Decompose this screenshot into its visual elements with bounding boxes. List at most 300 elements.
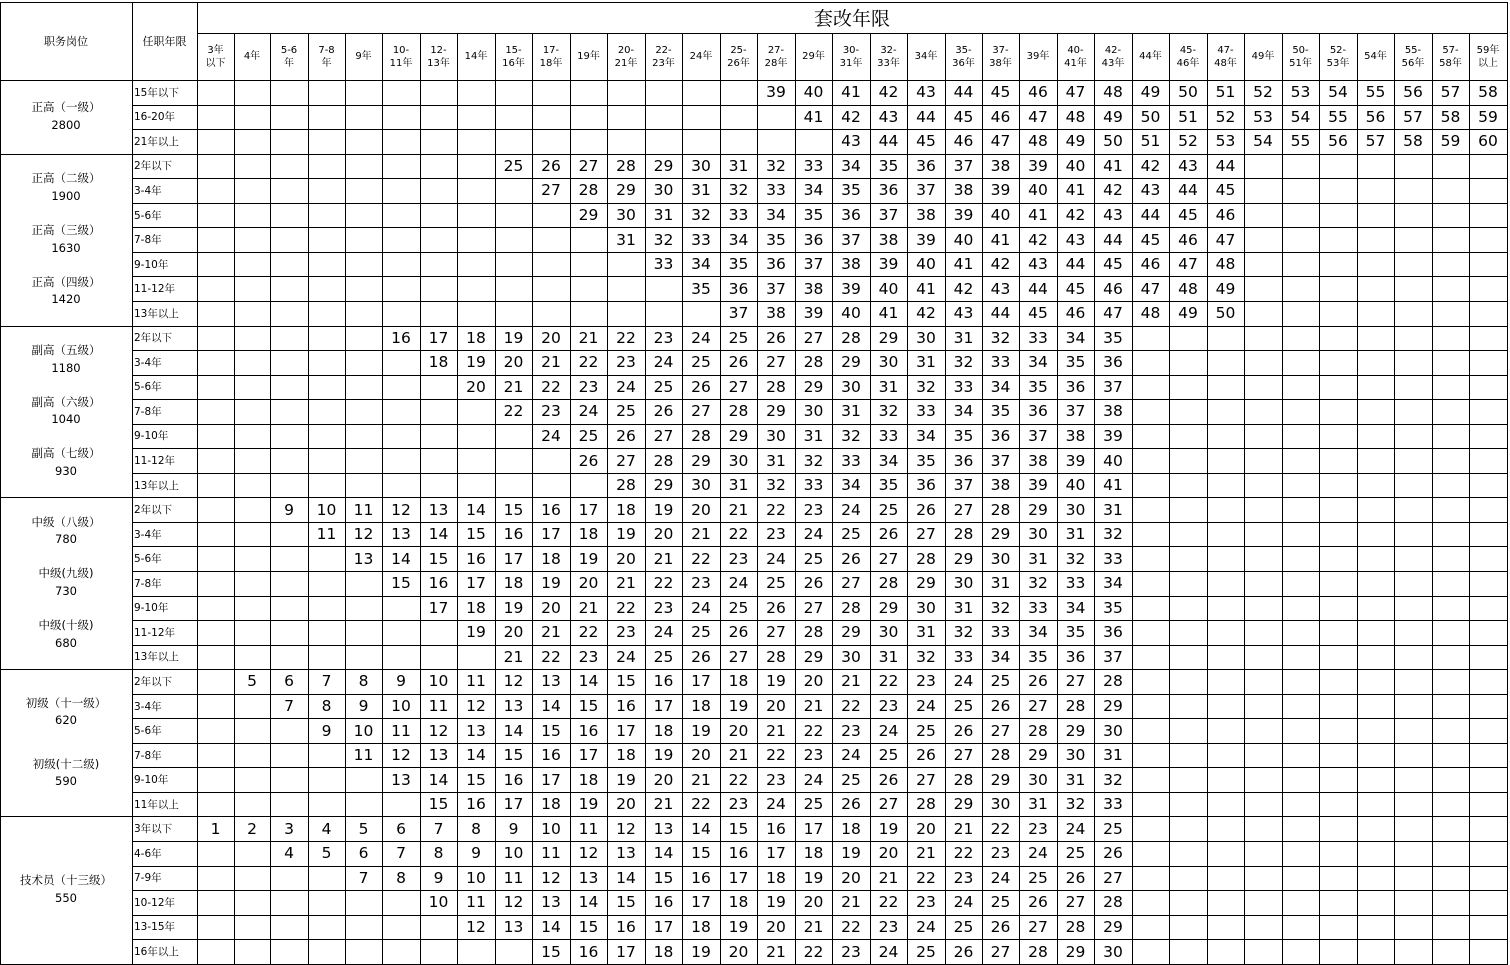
value-cell: 24 — [653, 623, 674, 642]
grid-line — [132, 866, 1507, 867]
value-cell: 59 — [1478, 107, 1498, 126]
value-cell: 35 — [728, 255, 749, 274]
value-cell: 26 — [766, 328, 786, 347]
grid-line — [1357, 33, 1358, 965]
position-name: 正高（一级） — [31, 100, 101, 114]
grid-line — [0, 2, 1, 965]
value-cell: 58 — [1403, 132, 1423, 151]
value-cell: 23 — [803, 746, 824, 765]
value-cell: 24 — [766, 549, 786, 568]
value-cell: 7 — [433, 819, 444, 838]
value-cell: 51 — [1140, 132, 1161, 151]
tenure-label: 5-6年 — [134, 209, 162, 222]
grid-line — [132, 178, 1507, 179]
value-cell: 44 — [1103, 230, 1123, 249]
value-cell: 26 — [766, 598, 786, 617]
value-cell: 11 — [466, 672, 486, 691]
value-cell: 15 — [428, 795, 449, 814]
tenure-label: 11年以上 — [134, 798, 179, 811]
value-cell: 27 — [916, 525, 936, 544]
value-cell: 35 — [953, 426, 974, 445]
value-cell: 20 — [503, 353, 524, 372]
value-cell: 22 — [841, 697, 861, 716]
grid-line — [1132, 33, 1133, 965]
value-cell: 21 — [953, 819, 974, 838]
value-cell: 31 — [616, 230, 636, 249]
value-cell: 19 — [728, 697, 749, 716]
value-cell: 30 — [841, 377, 861, 396]
value-cell: 47 — [1103, 304, 1123, 323]
value-cell: 32 — [916, 377, 936, 396]
value-cell: 56 — [1403, 83, 1423, 102]
grid-line — [0, 816, 1507, 817]
value-cell: 10 — [316, 500, 337, 519]
value-cell: 9 — [284, 500, 294, 519]
value-cell: 35 — [878, 156, 899, 175]
position-name: 副高（五级） — [31, 342, 101, 357]
value-cell: 25 — [728, 328, 749, 347]
value-cell: 29 — [916, 574, 936, 593]
value-cell: 28 — [766, 647, 786, 666]
value-cell: 36 — [1103, 623, 1123, 642]
value-cell: 23 — [916, 893, 936, 912]
value-cell: 44 — [1140, 206, 1161, 225]
value-cell: 25 — [841, 525, 861, 544]
value-cell: 21 — [766, 942, 786, 961]
value-cell: 39 — [1065, 451, 1086, 470]
tenure-label: 3-4年 — [134, 184, 162, 197]
value-cell: 21 — [803, 917, 824, 936]
tenure-label: 9-10年 — [134, 430, 169, 443]
grid-line — [382, 33, 383, 965]
value-cell: 30 — [878, 353, 899, 372]
value-cell: 29 — [878, 598, 899, 617]
value-cell: 22 — [953, 844, 974, 863]
value-cell: 30 — [1065, 746, 1086, 765]
value-cell: 17 — [691, 672, 711, 691]
grid-line — [132, 2, 133, 965]
value-cell: 32 — [990, 328, 1011, 347]
value-cell: 21 — [578, 598, 599, 617]
value-cell: 13 — [653, 819, 674, 838]
value-cell: 25 — [916, 721, 936, 740]
value-cell: 33 — [953, 377, 974, 396]
value-cell: 21 — [728, 500, 749, 519]
value-cell: 43 — [1103, 206, 1123, 225]
grid-line — [982, 33, 983, 965]
tenure-label: 9-10年 — [134, 774, 169, 787]
value-cell: 4 — [321, 819, 332, 838]
value-cell: 22 — [766, 746, 786, 765]
grid-line — [832, 33, 833, 965]
value-cell: 27 — [766, 623, 786, 642]
grid-line — [795, 33, 796, 965]
value-cell: 40 — [1065, 156, 1086, 175]
value-cell: 41 — [878, 304, 899, 323]
value-cell: 21 — [541, 353, 561, 372]
base-salary: 590 — [55, 774, 77, 789]
value-cell: 41 — [1103, 476, 1123, 495]
grid-line — [132, 129, 1507, 130]
value-cell: 41 — [1065, 181, 1086, 200]
value-cell: 30 — [916, 328, 936, 347]
value-cell: 21 — [541, 623, 561, 642]
value-cell: 29 — [616, 181, 636, 200]
value-cell: 40 — [990, 206, 1011, 225]
value-cell: 40 — [916, 255, 936, 274]
value-cell: 28 — [1103, 893, 1123, 912]
value-cell: 8 — [471, 819, 481, 838]
value-cell: 24 — [1065, 819, 1086, 838]
value-cell: 31 — [1065, 525, 1086, 544]
value-cell: 22 — [728, 525, 749, 544]
value-cell: 28 — [803, 623, 824, 642]
value-cell: 9 — [358, 697, 369, 716]
value-cell: 18 — [541, 549, 561, 568]
column-header: 47- 48年 — [1214, 44, 1237, 69]
value-cell: 24 — [878, 721, 899, 740]
value-cell: 15 — [466, 525, 486, 544]
column-header: 20- 21年 — [614, 44, 638, 69]
value-cell: 16 — [578, 942, 599, 961]
value-cell: 46 — [1028, 83, 1048, 102]
value-cell: 29 — [1103, 697, 1123, 716]
value-cell: 19 — [766, 893, 786, 912]
value-cell: 26 — [653, 402, 674, 421]
column-header: 7-8 年 — [318, 44, 335, 69]
value-cell: 34 — [728, 230, 749, 249]
value-cell: 28 — [1103, 672, 1123, 691]
value-cell: 32 — [728, 181, 749, 200]
value-cell: 22 — [803, 942, 824, 961]
value-cell: 25 — [1065, 844, 1086, 863]
grid-line — [132, 276, 1507, 277]
grid-line — [0, 669, 1507, 670]
value-cell: 41 — [953, 255, 974, 274]
position-level-block — [0, 497, 132, 669]
grid-line — [132, 448, 1507, 449]
value-cell: 48 — [1215, 255, 1236, 274]
grid-line — [132, 841, 1507, 842]
value-cell: 16 — [578, 721, 599, 740]
value-cell: 23 — [578, 377, 599, 396]
value-cell: 26 — [916, 746, 936, 765]
value-cell: 45 — [1178, 206, 1198, 225]
value-cell: 15 — [466, 770, 486, 789]
position-level-block — [0, 326, 132, 498]
value-cell: 37 — [953, 156, 974, 175]
value-cell: 44 — [953, 83, 974, 102]
value-cell: 33 — [728, 206, 749, 225]
value-cell: 31 — [728, 476, 749, 495]
value-cell: 27 — [878, 549, 899, 568]
value-cell: 18 — [466, 328, 486, 347]
value-cell: 54 — [1253, 132, 1273, 151]
value-cell: 27 — [728, 647, 749, 666]
value-cell: 6 — [284, 672, 294, 691]
value-cell: 43 — [916, 83, 936, 102]
value-cell: 48 — [1140, 304, 1161, 323]
grid-line — [132, 252, 1507, 253]
tenure-label: 5-6年 — [134, 381, 162, 394]
value-cell: 21 — [616, 574, 636, 593]
value-cell: 23 — [691, 574, 711, 593]
value-cell: 44 — [878, 132, 899, 151]
value-cell: 42 — [990, 255, 1011, 274]
value-cell: 38 — [841, 255, 861, 274]
value-cell: 46 — [953, 132, 974, 151]
value-cell: 15 — [503, 746, 524, 765]
grid-line — [1169, 33, 1170, 965]
column-header: 15- 16年 — [502, 44, 525, 69]
grid-line — [132, 767, 1507, 768]
value-cell: 26 — [953, 721, 974, 740]
value-cell: 46 — [1215, 206, 1236, 225]
value-cell: 55 — [1290, 132, 1311, 151]
value-cell: 15 — [616, 672, 636, 691]
value-cell: 22 — [616, 328, 636, 347]
value-cell: 43 — [1028, 255, 1048, 274]
value-cell: 29 — [766, 402, 786, 421]
value-cell: 21 — [728, 746, 749, 765]
tenure-label: 4-6年 — [134, 847, 162, 860]
value-cell: 22 — [878, 893, 899, 912]
value-cell: 28 — [803, 353, 824, 372]
value-cell: 13 — [428, 500, 449, 519]
value-cell: 28 — [616, 156, 636, 175]
grid-line — [132, 743, 1507, 744]
value-cell: 25 — [1103, 819, 1123, 838]
position-name: 正高（二级） — [31, 170, 101, 185]
value-cell: 16 — [616, 917, 636, 936]
value-cell: 23 — [766, 525, 786, 544]
value-cell: 32 — [878, 402, 899, 421]
value-cell: 25 — [503, 156, 524, 175]
value-cell: 18 — [653, 942, 674, 961]
tenure-label: 13年以上 — [134, 651, 179, 664]
grid-line — [0, 154, 1507, 155]
value-cell: 52 — [1253, 83, 1273, 102]
value-cell: 35 — [691, 279, 711, 298]
grid-line — [0, 2, 1507, 3]
value-cell: 17 — [766, 844, 786, 863]
grid-line — [132, 424, 1507, 425]
position-level — [32, 445, 101, 481]
value-cell: 19 — [766, 672, 786, 691]
tenure-label: 2年以下 — [134, 675, 173, 688]
value-cell: 27 — [541, 181, 561, 200]
value-cell: 23 — [878, 697, 899, 716]
value-cell: 21 — [841, 672, 861, 691]
grid-line — [720, 33, 721, 965]
value-cell: 5 — [247, 672, 257, 691]
value-cell: 41 — [1028, 206, 1048, 225]
value-cell: 26 — [990, 697, 1011, 716]
value-cell: 48 — [1028, 132, 1048, 151]
tenure-label: 7-9年 — [134, 872, 162, 885]
value-cell: 33 — [1065, 574, 1086, 593]
base-salary: 730 — [55, 584, 77, 599]
value-cell: 11 — [541, 844, 561, 863]
column-header: 59年 以上 — [1476, 44, 1500, 69]
base-salary: 1180 — [51, 360, 81, 375]
value-cell: 9 — [396, 672, 406, 691]
value-cell: 22 — [803, 721, 824, 740]
value-cell: 11 — [353, 746, 374, 765]
value-cell: 27 — [990, 942, 1011, 961]
value-cell: 32 — [953, 623, 974, 642]
value-cell: 7 — [358, 868, 369, 887]
tenure-label: 10-12年 — [134, 896, 176, 909]
value-cell: 34 — [1028, 353, 1048, 372]
tenure-label: 7-8年 — [134, 234, 162, 247]
tenure-label: 7-8年 — [134, 577, 162, 590]
position-header: 职务岗位 — [44, 35, 88, 48]
tenure-label: 2年以下 — [134, 332, 173, 345]
value-cell: 31 — [1103, 500, 1123, 519]
value-cell: 16 — [541, 500, 561, 519]
value-cell: 32 — [990, 598, 1011, 617]
value-cell: 56 — [1365, 107, 1386, 126]
grid-line — [132, 694, 1507, 695]
value-cell: 43 — [1178, 156, 1198, 175]
value-cell: 30 — [1028, 525, 1048, 544]
grid-line — [870, 33, 871, 965]
value-cell: 27 — [616, 451, 636, 470]
position-level-block — [0, 80, 132, 154]
value-cell: 21 — [653, 795, 674, 814]
column-header: 42- 43年 — [1101, 44, 1125, 69]
value-cell: 29 — [653, 476, 674, 495]
value-cell: 25 — [953, 697, 974, 716]
value-cell: 30 — [766, 426, 786, 445]
value-cell: 28 — [990, 746, 1011, 765]
value-cell: 21 — [503, 377, 524, 396]
value-cell: 39 — [953, 206, 974, 225]
value-cell: 38 — [953, 181, 974, 200]
column-header: 55- 56年 — [1401, 44, 1425, 69]
value-cell: 35 — [841, 181, 861, 200]
value-cell: 13 — [578, 868, 599, 887]
position-level — [32, 514, 101, 550]
value-cell: 22 — [990, 819, 1011, 838]
position-level — [39, 617, 94, 653]
base-salary: 930 — [55, 464, 77, 479]
value-cell: 27 — [916, 770, 936, 789]
value-cell: 37 — [1103, 377, 1123, 396]
value-cell: 35 — [1103, 328, 1123, 347]
value-cell: 12 — [428, 721, 449, 740]
value-cell: 46 — [1103, 279, 1123, 298]
value-cell: 37 — [1103, 647, 1123, 666]
value-cell: 17 — [541, 770, 561, 789]
value-cell: 29 — [990, 525, 1011, 544]
value-cell: 17 — [616, 942, 636, 961]
value-cell: 18 — [578, 525, 599, 544]
value-cell: 5 — [358, 819, 369, 838]
value-cell: 14 — [653, 844, 674, 863]
value-cell: 24 — [1028, 844, 1048, 863]
grid-line — [0, 80, 1507, 81]
column-header: 5-6 年 — [280, 44, 298, 69]
value-cell: 16 — [503, 525, 524, 544]
value-cell: 14 — [691, 819, 711, 838]
grid-line — [132, 546, 1507, 547]
position-name: 中级(九级) — [38, 566, 94, 581]
value-cell: 28 — [1065, 697, 1086, 716]
value-cell: 18 — [616, 746, 636, 765]
value-cell: 8 — [358, 672, 369, 691]
value-cell: 15 — [691, 844, 711, 863]
value-cell: 31 — [1028, 795, 1048, 814]
value-cell: 37 — [1065, 402, 1086, 421]
position-level — [32, 342, 101, 378]
value-cell: 18 — [766, 868, 786, 887]
column-header: 49年 — [1251, 51, 1275, 62]
value-cell: 40 — [1065, 476, 1086, 495]
value-cell: 40 — [1103, 451, 1123, 470]
grid-line — [682, 33, 683, 965]
value-cell: 44 — [916, 107, 936, 126]
value-cell: 25 — [691, 353, 711, 372]
value-cell: 37 — [728, 304, 749, 323]
value-cell: 22 — [503, 402, 524, 421]
value-cell: 28 — [990, 500, 1011, 519]
value-cell: 24 — [803, 770, 824, 789]
value-cell: 23 — [728, 549, 749, 568]
value-cell: 40 — [803, 83, 824, 102]
value-cell: 40 — [1028, 181, 1048, 200]
value-cell: 30 — [990, 549, 1011, 568]
value-cell: 40 — [878, 279, 899, 298]
value-cell: 21 — [916, 844, 936, 863]
value-cell: 37 — [916, 181, 936, 200]
value-cell: 30 — [653, 181, 674, 200]
value-cell: 34 — [990, 647, 1011, 666]
value-cell: 18 — [428, 353, 449, 372]
tenure-label: 15年以下 — [134, 86, 179, 99]
value-cell: 12 — [391, 500, 411, 519]
value-cell: 24 — [728, 574, 749, 593]
value-cell: 45 — [916, 132, 936, 151]
value-cell: 38 — [916, 206, 936, 225]
value-cell: 50 — [1140, 107, 1161, 126]
value-cell: 37 — [1028, 426, 1048, 445]
value-cell: 19 — [503, 598, 524, 617]
grid-line — [132, 350, 1507, 351]
value-cell: 35 — [1103, 598, 1123, 617]
grid-line — [645, 33, 646, 965]
value-cell: 51 — [1178, 107, 1198, 126]
base-salary: 1040 — [51, 412, 81, 427]
value-cell: 27 — [953, 500, 974, 519]
value-cell: 24 — [616, 377, 636, 396]
value-cell: 22 — [541, 647, 561, 666]
tenure-label: 3-4年 — [134, 528, 162, 541]
value-cell: 28 — [916, 549, 936, 568]
column-header: 17- 18年 — [539, 44, 563, 69]
value-cell: 18 — [691, 917, 711, 936]
tenure-label: 3-4年 — [134, 700, 162, 713]
value-cell: 42 — [1028, 230, 1048, 249]
value-cell: 20 — [541, 328, 561, 347]
value-cell: 26 — [1065, 868, 1086, 887]
value-cell: 30 — [728, 451, 749, 470]
value-cell: 24 — [841, 746, 861, 765]
value-cell: 25 — [841, 770, 861, 789]
value-cell: 58 — [1440, 107, 1461, 126]
column-header: 25- 26年 — [727, 44, 750, 69]
